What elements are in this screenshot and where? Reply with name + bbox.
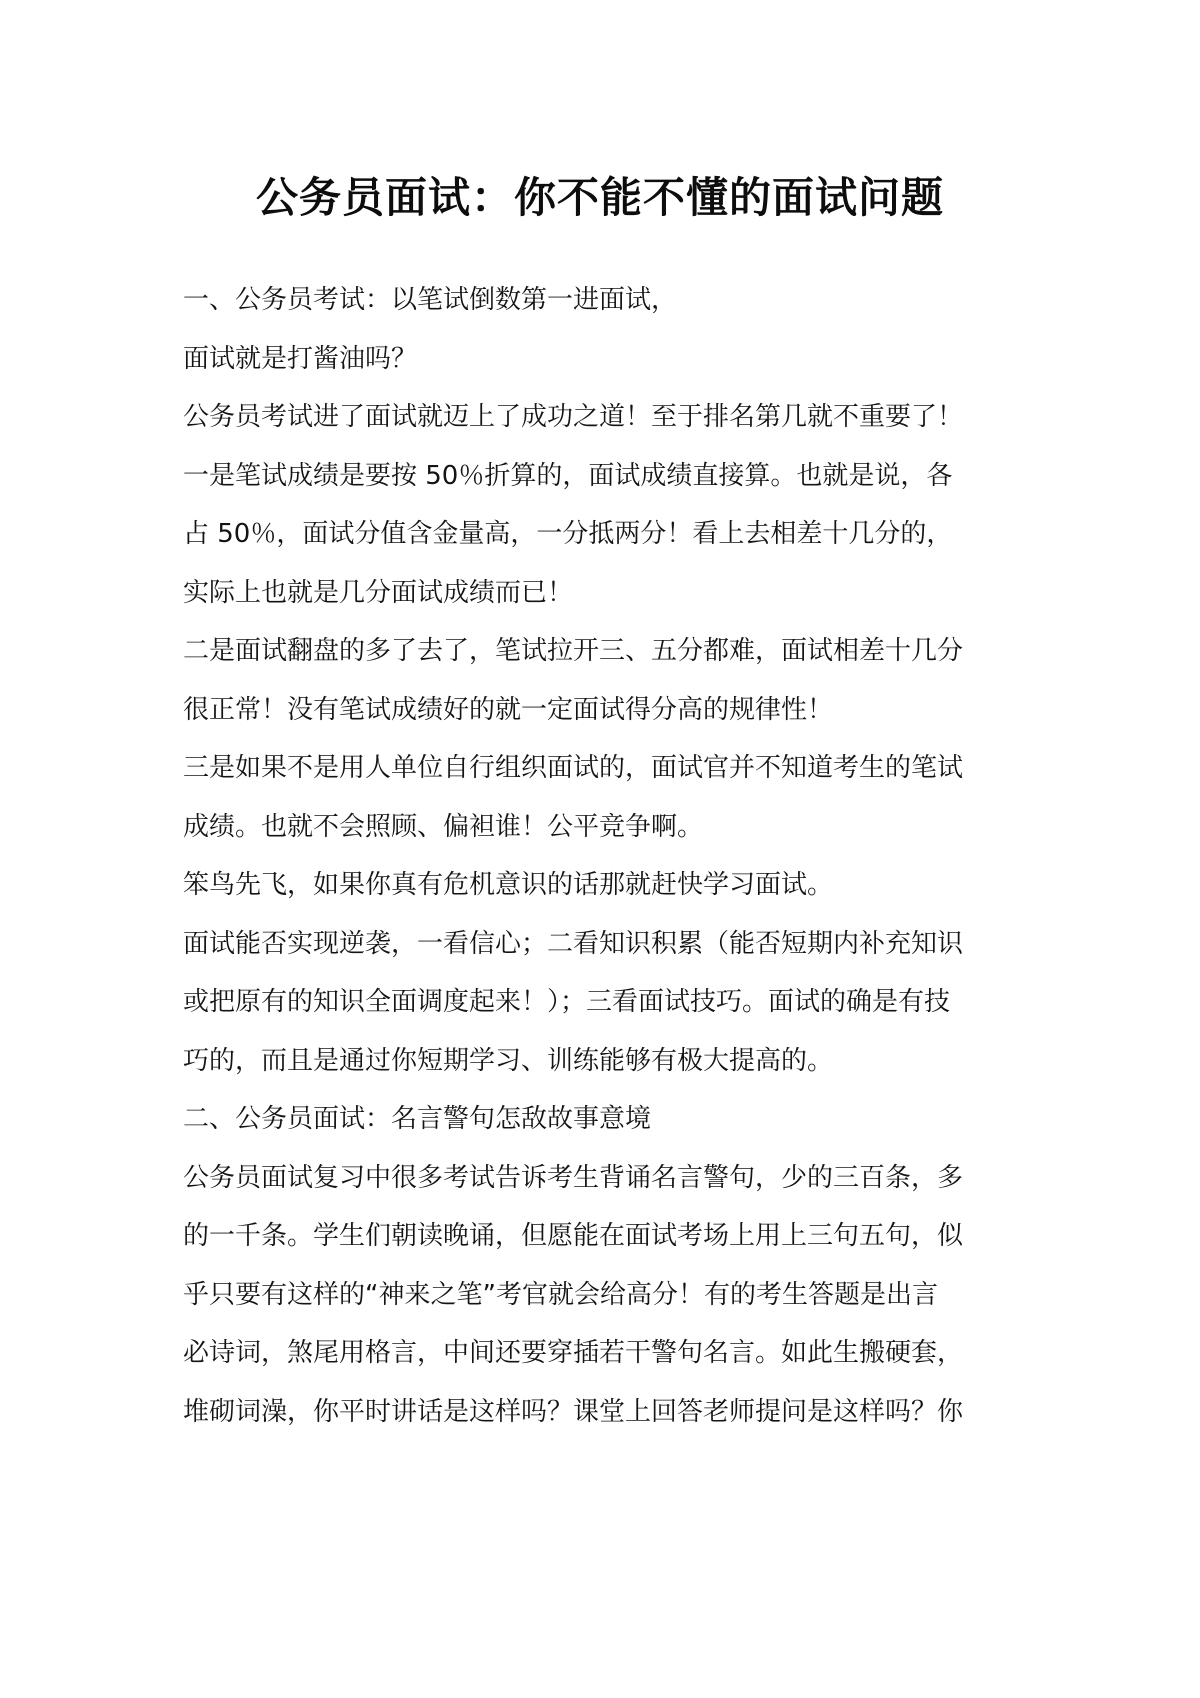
text-line: 实际上也就是几分面试成绩而已！: [183, 577, 574, 608]
text-line: 二、公务员面试：名言警句怎敌故事意境: [183, 1104, 652, 1134]
text-line: 一是笔试成绩是要按 50％折算的，面试成绩直接算。也就是说，各: [183, 460, 953, 491]
text-line: 二是面试翻盘的多了去了，笔试拉开三、五分都难，面试相差十几分: [183, 636, 964, 666]
document-title: 公务员面试：你不能不懂的面试问题: [255, 173, 944, 222]
document-body: [183, 271, 1023, 1441]
text-line: 成绩。也就不会照顾、偏袒谁！公平竞争啊。: [183, 811, 704, 842]
text-line: 巧的，而且是通过你短期学习、训练能够有极大提高的。: [183, 1045, 834, 1076]
text-line: 的一千条。学生们朝读晚诵，但愿能在面试考场上用上三句五句，似: [183, 1221, 964, 1251]
text-line: 很正常！没有笔试成绩好的就一定面试得分高的规律性！: [183, 694, 834, 725]
text-line: 面试能否实现逆袭，一看信心；二看知识积累（能否短期内补充知识: [183, 928, 964, 959]
text-line: 占 50％，面试分值含金量高，一分抵两分！看上去相差十几分的，: [183, 519, 953, 549]
text-line: 公务员考试进了面试就迈上了成功之道！至于排名第几就不重要了！: [183, 402, 964, 432]
text-line: 公务员面试复习中很多考试告诉考生背诵名言警句，少的三百条，多: [183, 1162, 964, 1193]
text-line: 三是如果不是用人单位自行组织面试的，面试官并不知道考生的笔试: [183, 753, 964, 783]
text-line: 或把原有的知识全面调度起来！）；三看面试技巧。面试的确是有技: [183, 987, 951, 1017]
text-line: 一、公务员考试：以笔试倒数第一进面试，: [183, 285, 678, 315]
text-line: 乎只要有这样的“神来之笔”考官就会给高分！有的考生答题是出言: [183, 1279, 938, 1310]
text-line: 笨鸟先飞，如果你真有危机意识的话那就赶快学习面试。: [183, 870, 834, 900]
text-line: 堆砌词澡，你平时讲话是这样吗？课堂上回答老师提问是这样吗？你: [183, 1396, 964, 1427]
text-line: 必诗词，煞尾用格言，中间还要穿插若干警句名言。如此生搬硬套，: [183, 1338, 964, 1368]
text-line: 面试就是打酱油吗？: [183, 343, 418, 374]
